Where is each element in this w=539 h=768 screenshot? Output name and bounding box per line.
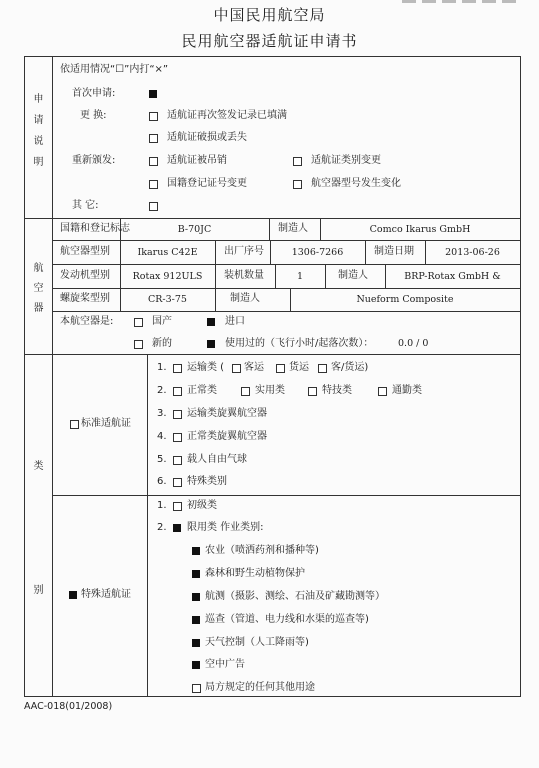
- std-aerobatic-checkbox[interactable]: [308, 387, 317, 396]
- frame-top: [24, 56, 521, 57]
- std-special-class-checkbox[interactable]: [173, 478, 182, 487]
- std-special-class-label: 特殊类别: [187, 476, 227, 487]
- std-normal-rotor-label: 正常类旋翼航空器: [187, 431, 267, 442]
- use-forestry-label: 森林和野生动植物保护: [205, 568, 305, 579]
- special-checkbox[interactable]: [69, 591, 77, 599]
- model-value[interactable]: Ikarus C42E: [137, 247, 198, 258]
- std-cargo-label: 货运: [289, 362, 309, 373]
- section-line-2: [24, 354, 521, 355]
- grid-v6: [365, 240, 366, 264]
- std-normal-label: 正常类: [187, 385, 217, 396]
- special-label: 特殊适航证: [81, 589, 131, 600]
- use-advertising-label: 空中广告: [205, 659, 245, 670]
- reissue-reg-checkbox[interactable]: [149, 180, 158, 189]
- reissue-model-checkbox[interactable]: [293, 180, 302, 189]
- model-label: 航空器型别: [60, 246, 110, 257]
- grid-h4: [52, 311, 521, 312]
- use-other-checkbox[interactable]: [192, 684, 201, 693]
- std-transport-label: 运输类 (: [187, 362, 225, 373]
- category-column-line: [147, 354, 148, 696]
- section-category-label-1: 类: [33, 461, 44, 472]
- grid-h3: [52, 288, 521, 289]
- reissue-reg-label: 国籍登记证号变更: [167, 178, 247, 189]
- form-title: 民用航空器适航证申请书: [181, 32, 358, 50]
- grid-v8: [215, 264, 216, 288]
- reissue-category-label: 适航证类别变更: [311, 155, 381, 166]
- std-item2-num: 2.: [157, 385, 167, 396]
- change-label: 更 换:: [80, 110, 107, 121]
- maker-label: 制造人: [278, 223, 308, 234]
- imported-checkbox[interactable]: [207, 318, 215, 326]
- grid-h2: [52, 264, 521, 265]
- spc-restricted-label: 限用类 作业类别:: [187, 522, 264, 533]
- first-application-checkbox[interactable]: [149, 90, 157, 98]
- engine-value[interactable]: Rotax 912ULS: [132, 271, 203, 282]
- use-survey-label: 航测（摄影、测绘、石油及矿藏勘测等）: [205, 591, 385, 602]
- spc-item1-num: 1.: [157, 500, 167, 511]
- use-advertising-checkbox[interactable]: [192, 661, 200, 669]
- used-label: 使用过的（飞行小时/起落次数）：: [225, 338, 374, 349]
- other-label: 其 它:: [72, 200, 99, 211]
- prop-label: 螺旋桨型别: [60, 293, 110, 304]
- std-balloon-label: 载人自由气球: [187, 454, 247, 465]
- reissue-revoked-label: 适航证被吊销: [167, 155, 227, 166]
- use-other-label: 局方规定的任何其他用途: [205, 682, 315, 693]
- change-full-checkbox[interactable]: [149, 112, 158, 121]
- use-agriculture-checkbox[interactable]: [192, 547, 200, 555]
- reg-label: 国籍和登记标志: [60, 223, 130, 234]
- std-cargo-checkbox[interactable]: [276, 364, 285, 373]
- prop-value[interactable]: CR-3-75: [148, 294, 187, 305]
- section-category-label-2: 别: [33, 585, 44, 596]
- change-lost-checkbox[interactable]: [149, 134, 158, 143]
- engine-label: 发动机型别: [60, 270, 110, 281]
- grid-v12: [215, 288, 216, 311]
- std-passenger-checkbox[interactable]: [232, 364, 241, 373]
- spc-primary-label: 初级类: [187, 500, 217, 511]
- std-item1-num: 1.: [157, 362, 167, 373]
- category-split-line: [52, 495, 521, 496]
- std-transport-checkbox[interactable]: [173, 364, 182, 373]
- section-application-label: 申 请 说 明: [33, 94, 44, 168]
- std-item6-num: 6.: [157, 476, 167, 487]
- new-label: 新的: [152, 338, 172, 349]
- std-item4-num: 4.: [157, 431, 167, 442]
- use-patrol-label: 巡查（管道、电力线和水渠的巡查等): [205, 614, 369, 625]
- origin-label: 本航空器是:: [60, 316, 114, 327]
- form-code: AAC-018(01/2008): [24, 701, 113, 712]
- use-weather-checkbox[interactable]: [192, 639, 200, 647]
- use-patrol-checkbox[interactable]: [192, 616, 200, 624]
- std-normal-rotor-checkbox[interactable]: [173, 433, 182, 442]
- section-divider: [52, 56, 53, 696]
- use-weather-label: 天气控制（人工降雨等): [205, 637, 309, 648]
- serial-value[interactable]: 1306-7266: [291, 247, 344, 258]
- reissue-category-checkbox[interactable]: [293, 157, 302, 166]
- spc-primary-checkbox[interactable]: [173, 502, 182, 511]
- change-lost-label: 适航证破损或丢失: [167, 132, 247, 143]
- std-utility-checkbox[interactable]: [241, 387, 250, 396]
- first-application-label: 首次申请:: [72, 88, 116, 99]
- use-survey-checkbox[interactable]: [192, 593, 200, 601]
- std-aerobatic-label: 特技类: [322, 385, 352, 396]
- grid-h1: [52, 240, 521, 241]
- std-passenger-label: 客运: [244, 362, 264, 373]
- std-item3-num: 3.: [157, 408, 167, 419]
- date-value[interactable]: 2013-06-26: [445, 247, 500, 258]
- other-checkbox[interactable]: [149, 202, 158, 211]
- section-line-1: [24, 218, 521, 219]
- use-agriculture-label: 农业（喷洒药剂和播种等): [205, 545, 319, 556]
- section-aircraft-label: 航 空 器: [33, 263, 44, 314]
- new-checkbox[interactable]: [134, 340, 143, 349]
- std-item5-num: 5.: [157, 454, 167, 465]
- reissue-model-label: 航空器型号发生变化: [311, 178, 401, 189]
- std-combi-checkbox[interactable]: [318, 364, 327, 373]
- reissue-label: 重新颁发:: [72, 155, 116, 166]
- std-normal-checkbox[interactable]: [173, 387, 182, 396]
- std-balloon-checkbox[interactable]: [173, 456, 182, 465]
- use-forestry-checkbox[interactable]: [192, 570, 200, 578]
- reg-value[interactable]: B-70JC: [177, 224, 212, 235]
- used-checkbox[interactable]: [207, 340, 215, 348]
- grid-v4: [215, 240, 216, 264]
- std-utility-label: 实用类: [255, 385, 285, 396]
- prop-maker-label: 制造人: [230, 293, 260, 304]
- std-combi-label: 客/货运): [331, 362, 369, 373]
- count-label: 装机数量: [224, 270, 264, 281]
- standard-checkbox[interactable]: [70, 420, 79, 429]
- imported-label: 进口: [225, 316, 245, 327]
- spc-item2-num: 2.: [157, 522, 167, 533]
- domestic-checkbox[interactable]: [134, 318, 143, 327]
- std-commuter-checkbox[interactable]: [378, 387, 387, 396]
- spc-restricted-checkbox[interactable]: [173, 524, 181, 532]
- prop-maker-value[interactable]: Nueform Composite: [356, 294, 454, 305]
- domestic-label: 国产: [152, 316, 172, 327]
- std-commuter-label: 通勤类: [392, 385, 422, 396]
- standard-label: 标准适航证: [81, 418, 131, 429]
- reissue-revoked-checkbox[interactable]: [149, 157, 158, 166]
- engine-maker-label: 制造人: [338, 270, 368, 281]
- instruction-text: 依适用情况“☐”内打“×”: [60, 64, 169, 75]
- maker-value[interactable]: Comco Ikarus GmbH: [369, 224, 471, 235]
- count-value[interactable]: 1: [296, 271, 304, 282]
- engine-maker-value[interactable]: BRP-Rotax GmbH &: [404, 271, 501, 282]
- date-label: 制造日期: [374, 246, 414, 257]
- frame-bottom: [24, 696, 521, 697]
- std-transport-rotor-checkbox[interactable]: [173, 410, 182, 419]
- grid-v2: [269, 218, 270, 241]
- hours-value[interactable]: 0.0 / 0: [398, 338, 429, 349]
- frame-right: [520, 56, 521, 696]
- change-full-label: 适航证再次签发记录已填满: [167, 110, 287, 121]
- std-transport-rotor-label: 运输类旋翼航空器: [187, 408, 267, 419]
- serial-label: 出厂序号: [224, 246, 264, 257]
- grid-v10: [325, 264, 326, 288]
- org-title: 中国民用航空局: [213, 6, 326, 24]
- scan-mark: [402, 0, 520, 3]
